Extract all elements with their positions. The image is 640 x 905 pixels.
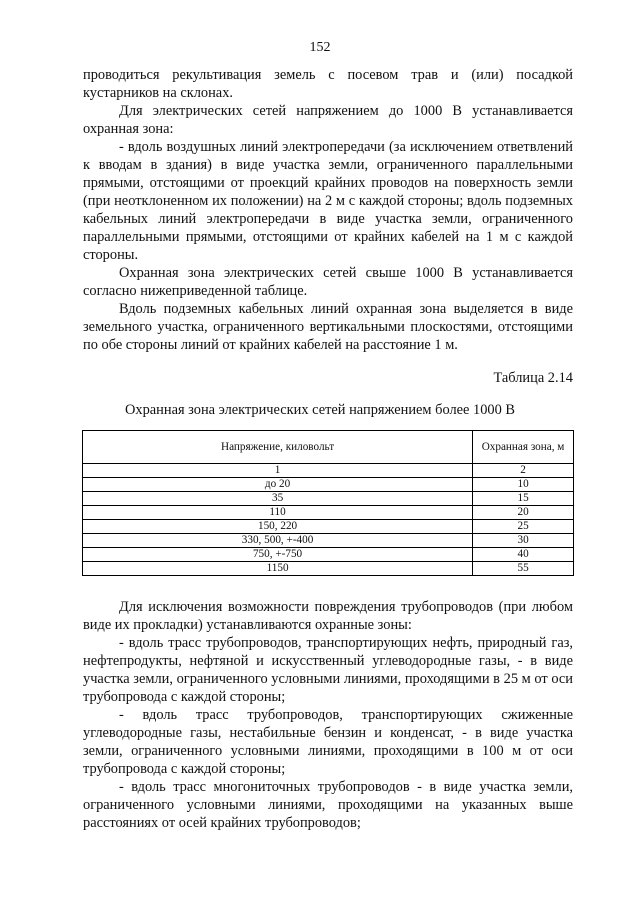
table-row xyxy=(83,464,574,478)
table-header-row xyxy=(83,431,574,464)
table-title: Охранная зона электрических сетей напряжением более 1000 В xyxy=(125,402,515,418)
page-number: 152 xyxy=(309,40,331,55)
table-cell-voltage: 110 xyxy=(83,506,473,520)
table-cell-voltage: 1150 xyxy=(83,562,473,576)
table-cell-zone: 40 xyxy=(473,548,574,562)
paragraph: - вдоль воздушных линий электропередачи (за исключением ответвлений к вводам в здания) в виде участка земли, ограниченного параллельными прямыми, отстоящими от проекций крайних проводов на поверхность земли (при неотклоненном их положении) на 2 м с каждой стороны; вдоль подземных кабельных линий электропередачи в виде участка земли, ограниченного параллельными прямыми, отстоящими от крайних кабелей на 1 м с каждой стороны. xyxy=(83,139,573,263)
table-row xyxy=(83,492,574,506)
paragraph: Для исключения возможности повреждения трубопроводов (при любом виде их прокладки) устанавливаются охранные зоны: xyxy=(83,599,573,633)
paragraph: - вдоль трасс многониточных трубопроводов - в виде участка земли, ограниченного условными линиями, проходящими на указанных выше расстояниях от осей крайних трубопроводов; xyxy=(83,779,573,831)
table-row xyxy=(83,562,574,576)
text-block-bottom xyxy=(83,598,573,832)
table-cell-zone: 30 xyxy=(473,534,574,548)
paragraph: Охранная зона электрических сетей свыше 1000 В устанавливается согласно нижеприведенной таблице. xyxy=(83,265,573,299)
protection-zone-table xyxy=(82,430,574,576)
table-cell-voltage: до 20 xyxy=(83,478,473,492)
table-row xyxy=(83,520,574,534)
table-cell-zone: 55 xyxy=(473,562,574,576)
table-row xyxy=(83,506,574,520)
table-row xyxy=(83,548,574,562)
table-number: Таблица 2.14 xyxy=(493,370,573,386)
table-header-voltage: Напряжение, киловольт xyxy=(83,431,473,464)
paragraph: Вдоль подземных кабельных линий охранная зона выделяется в виде земельного участка, ограниченного вертикальными плоскостями, отстоящими по обе стороны линий от крайних кабелей на расстояние 1 м. xyxy=(83,301,573,353)
table-cell-voltage: 1 xyxy=(83,464,473,478)
table-cell-voltage: 330, 500, +-400 xyxy=(83,534,473,548)
text-block-top xyxy=(83,66,573,354)
table-row xyxy=(83,478,574,492)
table-cell-zone: 25 xyxy=(473,520,574,534)
paragraph: Для электрических сетей напряжением до 1000 В устанавливается охранная зона: xyxy=(83,103,573,137)
table-cell-zone: 2 xyxy=(473,464,574,478)
table-row xyxy=(83,534,574,548)
paragraph: - вдоль трасс трубопроводов, транспортирующих сжиженные углеводородные газы, нестабильные бензин и конденсат, - в виде участка земли, ограниченного условными линиями, проходящими в 100 м от оси трубопровода с каждой стороны; xyxy=(83,707,573,777)
table-cell-voltage: 750, +-750 xyxy=(83,548,473,562)
table-cell-zone: 15 xyxy=(473,492,574,506)
table-cell-voltage: 35 xyxy=(83,492,473,506)
paragraph: - вдоль трасс трубопроводов, транспортирующих нефть, природный газ, нефтепродукты, нефтяной и искусственный углеводородные газы, - в виде участка земли, ограниченного условными линиями, проходящими в 25 м от оси трубопровода с каждой стороны; xyxy=(83,635,573,705)
table-cell-zone: 10 xyxy=(473,478,574,492)
table-header-zone: Охранная зона, м xyxy=(473,431,574,464)
table-cell-voltage: 150, 220 xyxy=(83,520,473,534)
paragraph: проводиться рекультивация земель с посевом трав и (или) посадкой кустарников на склонах. xyxy=(83,67,573,101)
table-cell-zone: 20 xyxy=(473,506,574,520)
